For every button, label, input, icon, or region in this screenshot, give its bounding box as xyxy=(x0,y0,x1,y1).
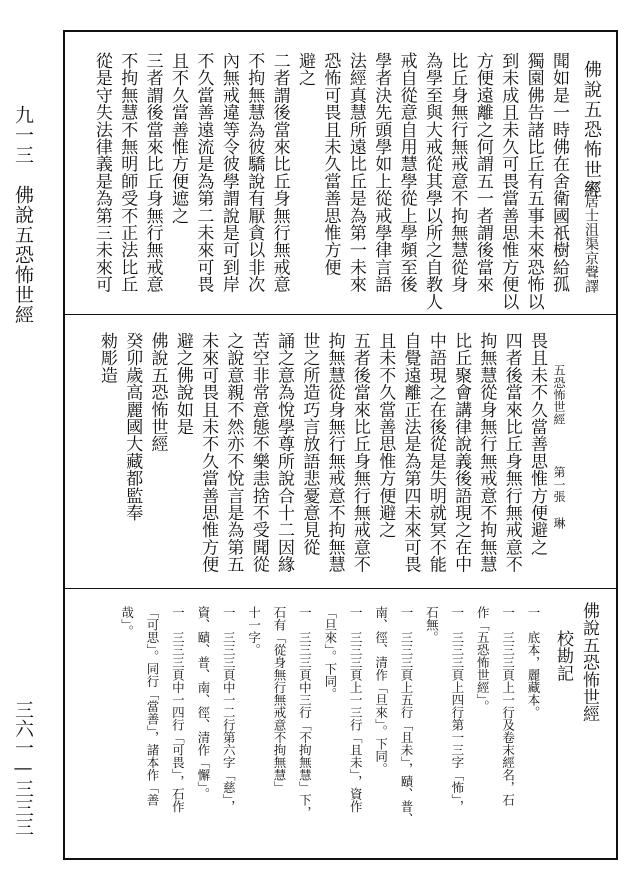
text-column: 且不久當善惟方便遮之 xyxy=(168,52,188,224)
text-column: 方便遠離之何謂五一者謂後當來 xyxy=(472,52,493,293)
text-column: 佛說五恐怖世經 xyxy=(147,332,168,453)
text-column: 一 三三三頁上四行第一三字「怖」， xyxy=(449,606,465,813)
divider-bottom xyxy=(65,588,616,589)
text-column: 石有「從身無行無戒意不拘無慧」 xyxy=(272,606,287,794)
text-column: 五者後當來比丘身無行無戒意不 xyxy=(349,332,370,573)
text-column: 一 三三三頁上一行及卷末經名，石 xyxy=(500,606,516,806)
text-column: 不拘無慧不無明師受不正法比丘 xyxy=(117,52,138,293)
text-column: 未來可畏且未不久當善思惟方便 xyxy=(198,332,219,573)
text-column: 比丘聚會講律說義後語現之在中 xyxy=(451,332,472,573)
text-column: 一 三三三頁中一二行第六字「慈」， xyxy=(221,606,237,813)
text-column: 為學至與大戒從其學以所之自教人 xyxy=(422,52,442,310)
text-column: 苦空非常意態不樂恚捨不受聞從 xyxy=(248,332,269,573)
text-column: 聞如是一時佛在舍衛國祇樹給孤 xyxy=(549,52,569,293)
text-column: 比丘身無行無戒意不拘無慧從身 xyxy=(447,52,468,293)
divider-top xyxy=(65,314,616,315)
sutra-region-top xyxy=(65,32,616,314)
text-column: 勑彫造 xyxy=(96,332,117,384)
text-column: 資、賾、普、南、徑、清作「懈」。 xyxy=(195,606,211,800)
text-column: 之說意親不然亦不悅言是為第五 xyxy=(223,332,244,573)
text-column: 內無戒違等令彼學謂說是可到岸 xyxy=(218,52,239,293)
text-column: 自覺遠離正法是為第四未來可畏 xyxy=(400,332,421,573)
collation-heading: 佛說五恐怖世經 xyxy=(579,602,599,723)
collation-subheading: 校勘記 xyxy=(553,630,573,682)
text-column: 到未成且未久可畏當善思惟方便以 xyxy=(498,52,519,310)
text-column: 戒自從意自用慧學從上學頻至後 xyxy=(396,52,417,293)
text-column: 畏且未不久當善思惟方便避之 xyxy=(527,332,547,556)
page-margin-label-bottom: 三六一—三三三 xyxy=(12,700,34,836)
text-column: 誦之意為悅學尊所說合十二因緣 xyxy=(274,332,294,573)
text-column: 不久當善遠流是為第二未來可畏 xyxy=(193,52,214,293)
text-column: 中語現之在後從是失明就冥不能 xyxy=(425,332,446,573)
text-column: 石無。 xyxy=(424,606,440,644)
text-column: 拘無慧從身無行無戒意不拘無慧 xyxy=(324,332,345,573)
text-column: 法經真慧所遠比丘是為第一未來 xyxy=(345,52,366,293)
page-frame xyxy=(63,30,618,860)
text-column: 從是守失法律義是為第三未來可 xyxy=(91,52,112,293)
text-column: 一 三三三頁中三行「不拘無慧」下， xyxy=(297,606,313,819)
page-margin-label-left: 九一三 佛說五恐怖世經 xyxy=(12,105,34,325)
text-column: 一 底本，麗藏本。 xyxy=(526,606,541,719)
text-column: 一 三三三頁中一四行「可畏」，石作 xyxy=(170,606,186,813)
text-column: 一 三三三頁上一三行「且未」，資作 xyxy=(348,606,364,813)
text-column: 不拘無慧為彼驕說有厭貪以非次 xyxy=(244,52,265,293)
text-column: 十一字。 xyxy=(246,606,262,656)
collation-region xyxy=(65,590,616,858)
text-column: 且未不久當善思惟方便避之 xyxy=(375,332,396,539)
note-title: 五恐怖世經 xyxy=(552,364,566,425)
text-column: 一 三三三頁上五行「且未」，賾、普、 xyxy=(399,606,414,825)
text-column: 避之佛說如是 xyxy=(172,332,193,436)
text-column: 拘無慧從身無行無戒意不拘無慧 xyxy=(476,332,497,573)
text-column: 恐怖可畏且未久當善思惟方便 xyxy=(320,52,341,276)
text-column: 三者謂後當來比丘身無行無戒意 xyxy=(142,52,163,293)
text-column: 避之 xyxy=(295,52,315,87)
text-column: 癸卯歲高麗國大藏都監奉 xyxy=(122,332,143,522)
text-column: 四者後當來比丘身無行無戒意不 xyxy=(501,332,522,573)
text-column: 世之所造巧言放語悲憂意見從 xyxy=(299,332,320,556)
note-code: 第一張 琳 xyxy=(552,466,566,529)
text-column: 獨園佛告諸比丘有五事未來恐怖以 xyxy=(523,52,544,310)
text-column: 「可思」。同行「當善」，諸本作「善 xyxy=(145,606,160,806)
text-column: 學者決先頭學如上從戒學律言語 xyxy=(371,52,392,293)
text-column: 二者謂後當來比丘身無行無戒意 xyxy=(269,52,290,293)
sutra-title: 佛說五恐怖世經 xyxy=(581,60,602,200)
text-column: 「旦來」。下同。 xyxy=(322,606,338,700)
sutra-region-middle xyxy=(65,316,616,588)
text-column: 南、徑、清作「旦來」。下同。 xyxy=(373,606,389,775)
text-column: 哉」。 xyxy=(119,606,135,638)
text-column: 作「五恐怖世經」。 xyxy=(475,606,491,713)
translator-line: 宋居士沮渠京聲譯 xyxy=(583,180,599,294)
